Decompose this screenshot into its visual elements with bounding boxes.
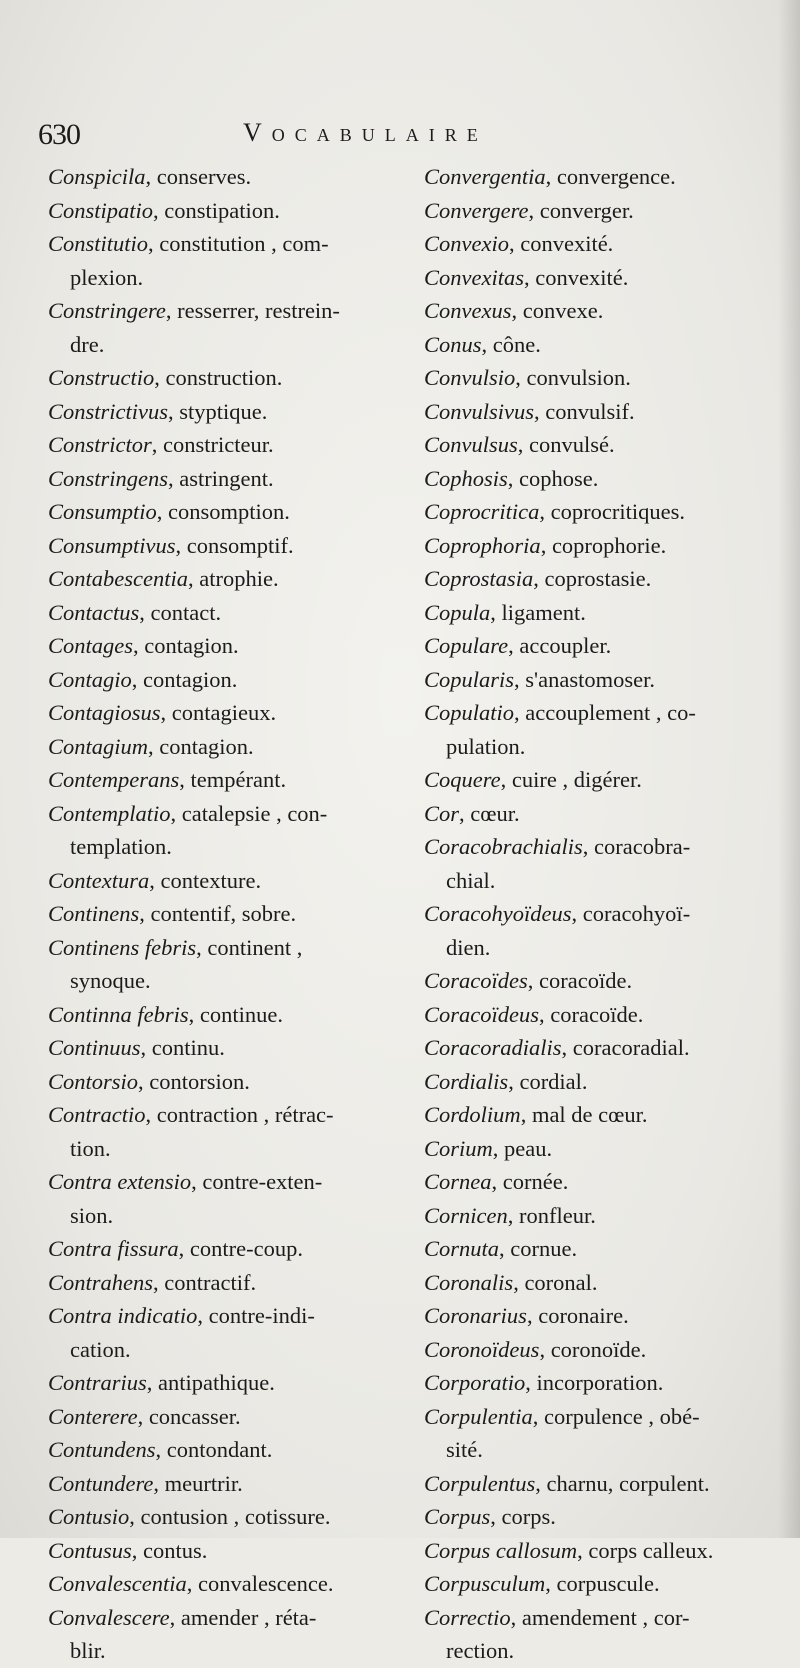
french-translation: , constitution , com-: [148, 231, 329, 256]
french-translation: cation.: [70, 1336, 131, 1362]
entry-continuation: [48, 1132, 408, 1166]
vocabulary-entry: [48, 1266, 408, 1300]
latin-term: Constringere: [48, 298, 166, 323]
vocabulary-entry: [424, 1199, 796, 1233]
french-translation: , incorporation.: [525, 1370, 664, 1395]
latin-term: Contra fissura: [48, 1236, 179, 1261]
french-translation: , coronoïde.: [539, 1336, 647, 1362]
latin-term: Coronoïdeus: [424, 1336, 540, 1362]
vocabulary-entry: [424, 797, 796, 831]
vocabulary-entry: [424, 1333, 796, 1367]
french-translation: , contexture.: [149, 867, 262, 893]
latin-term: Contagio: [48, 666, 132, 692]
vocabulary-entry: [48, 629, 408, 663]
latin-term: Coracohyoïdeus: [424, 901, 572, 926]
french-translation: , continent ,: [196, 934, 303, 960]
french-translation: , cornue.: [499, 1236, 578, 1261]
vocabulary-entry: [48, 529, 408, 563]
latin-term: Contusus: [48, 1537, 132, 1563]
latin-term: Constrictivus: [48, 398, 169, 424]
vocabulary-entry: [48, 1534, 408, 1568]
french-translation: , amender , réta-: [169, 1604, 317, 1630]
french-translation: , astringent.: [168, 465, 274, 491]
french-translation: , convexité.: [523, 264, 629, 290]
latin-term: Corpus callosum: [424, 1537, 578, 1563]
vocabulary-entry: [424, 361, 796, 395]
vocabulary-entry: [48, 1165, 408, 1199]
latin-term: Cornea: [424, 1169, 492, 1194]
vocabulary-entry: [48, 1433, 408, 1467]
entry-continuation: [424, 1634, 796, 1668]
vocabulary-entry: [424, 1534, 796, 1568]
entry-continuation: [48, 964, 408, 998]
vocabulary-entry: [424, 596, 796, 630]
french-translation: synoque.: [70, 968, 151, 993]
vocabulary-entry: [424, 1366, 796, 1400]
french-translation: , corps calleux.: [577, 1537, 714, 1563]
latin-term: Contemplatio: [48, 800, 171, 826]
vocabulary-entry: [424, 1031, 796, 1065]
entry-continuation: [48, 830, 408, 864]
vocabulary-entry: [48, 596, 408, 630]
vocabulary-entry: [48, 931, 408, 965]
vocabulary-entry: [424, 462, 796, 496]
latin-term: Copula: [424, 599, 491, 625]
french-translation: , contagion.: [133, 633, 239, 658]
french-translation: , tempérant.: [179, 767, 287, 792]
vocabulary-entry: [48, 495, 408, 529]
latin-term: Contextura: [48, 867, 150, 893]
vocabulary-entry: [48, 763, 408, 797]
french-translation: , amendement , cor-: [510, 1604, 690, 1630]
vocabulary-entry: [48, 897, 408, 931]
latin-term: Continuus: [48, 1035, 141, 1060]
vocabulary-entry: [48, 428, 408, 462]
latin-term: Constructio: [48, 365, 155, 390]
vocabulary-entry: [424, 1400, 796, 1434]
french-translation: , conserves.: [145, 164, 252, 189]
vocabulary-entry: [424, 294, 796, 328]
french-translation: , coracohyoï-: [571, 901, 691, 926]
latin-term: Coronarius: [424, 1303, 527, 1328]
latin-term: Contra extensio: [48, 1169, 192, 1194]
french-translation: , contact.: [139, 599, 222, 625]
vocabulary-entry: [48, 1098, 408, 1132]
vocabulary-entry: [424, 227, 796, 261]
vocabulary-entry: [424, 1065, 796, 1099]
latin-term: Contabescentia: [48, 566, 188, 591]
entry-continuation: [424, 864, 796, 898]
french-translation: , convalescence.: [186, 1571, 334, 1596]
vocabulary-entry: [424, 328, 796, 362]
latin-term: Convergentia: [424, 164, 546, 189]
latin-term: Convulsio: [424, 365, 516, 390]
vocabulary-entry: [424, 1467, 796, 1501]
entry-continuation: [48, 261, 408, 295]
french-translation: , corpulence , obé-: [532, 1403, 700, 1429]
french-translation: , convulsif.: [534, 398, 635, 424]
vocabulary-entry: [424, 1601, 796, 1635]
french-translation: , antipathique.: [146, 1370, 275, 1395]
latin-term: Convalescere: [48, 1604, 170, 1630]
latin-term: Consumptio: [48, 499, 157, 524]
french-translation: , accouplement , co-: [514, 700, 696, 725]
french-translation: , convulsé.: [517, 432, 615, 457]
latin-term: Copulare: [424, 633, 509, 658]
vocabulary-entry: [48, 730, 408, 764]
latin-term: Conterere: [48, 1403, 138, 1429]
french-translation: , coracoïde.: [527, 968, 633, 993]
latin-term: Constipatio: [48, 197, 154, 223]
vocabulary-entry: [424, 897, 796, 931]
vocabulary-entry: [48, 395, 408, 429]
french-translation: , mal de cœur.: [520, 1102, 648, 1127]
vocabulary-entry: [48, 160, 408, 194]
latin-term: Correctio: [424, 1604, 511, 1630]
french-translation: , continue.: [188, 1001, 283, 1027]
french-translation: rection.: [446, 1638, 515, 1663]
french-translation: , cornée.: [491, 1169, 569, 1194]
vocabulary-entry: [48, 1299, 408, 1333]
latin-term: Cornicen: [424, 1202, 508, 1228]
latin-term: Convalescentia: [48, 1571, 187, 1596]
latin-term: Coracoïdeus: [424, 1001, 539, 1027]
latin-term: Convulsus: [424, 432, 518, 457]
french-translation: , catalepsie , con-: [170, 800, 328, 826]
french-translation: , contraction , rétrac-: [145, 1102, 334, 1127]
vocabulary-entry: [424, 629, 796, 663]
french-translation: , coracobra-: [582, 834, 691, 859]
vocabulary-entry: [48, 663, 408, 697]
french-translation: pulation.: [446, 733, 526, 759]
french-translation: , cœur.: [459, 800, 520, 826]
vocabulary-entry: [424, 562, 796, 596]
vocabulary-entry: [48, 227, 408, 261]
french-translation: , cône.: [481, 331, 541, 357]
latin-term: Contrarius: [48, 1370, 147, 1395]
french-translation: , continu.: [140, 1035, 225, 1060]
latin-term: Coprocritica: [424, 499, 540, 524]
latin-term: Contractio: [48, 1102, 146, 1127]
latin-term: Conus: [424, 331, 482, 357]
french-translation: , ligament.: [490, 599, 586, 625]
vocabulary-entry: [424, 160, 796, 194]
french-translation: , consomptif.: [175, 532, 294, 558]
french-translation: blir.: [70, 1638, 106, 1663]
french-translation: , contusion , cotissure.: [129, 1504, 331, 1529]
french-translation: dre.: [70, 331, 105, 357]
latin-term: Continens: [48, 901, 140, 926]
latin-term: Cordialis: [424, 1068, 509, 1094]
vocabulary-entry: [424, 395, 796, 429]
page-number: 630: [38, 118, 80, 151]
latin-term: Coracoradialis: [424, 1035, 562, 1060]
vocabulary-entry: [424, 830, 796, 864]
latin-term: Contusio: [48, 1504, 130, 1529]
latin-term: Coquere: [424, 767, 501, 792]
latin-term: Convexio: [424, 231, 509, 256]
vocabulary-entry: [48, 1467, 408, 1501]
vocabulary-entry: [48, 1031, 408, 1065]
latin-term: Contactus: [48, 599, 140, 625]
french-translation: , contre-indi-: [197, 1303, 315, 1328]
vocabulary-entry: [424, 998, 796, 1032]
vocabulary-entry: [424, 763, 796, 797]
french-translation: , cuire , digérer.: [500, 767, 642, 792]
french-translation: , ronfleur.: [507, 1202, 596, 1228]
french-translation: , concasser.: [137, 1403, 241, 1429]
entry-continuation: [48, 328, 408, 362]
vocabulary-entry: [48, 361, 408, 395]
latin-term: Copulatio: [424, 700, 515, 725]
latin-term: Corporatio: [424, 1370, 526, 1395]
french-translation: , coronal.: [513, 1269, 598, 1295]
vocabulary-entry: [48, 1601, 408, 1635]
entry-continuation: [424, 730, 796, 764]
french-translation: , peau.: [492, 1135, 553, 1161]
french-translation: sion.: [70, 1202, 114, 1228]
vocabulary-entry: [48, 1400, 408, 1434]
french-translation: , convulsion.: [515, 365, 631, 390]
vocabulary-entry: [48, 797, 408, 831]
french-translation: , contre-exten-: [191, 1169, 323, 1194]
vocabulary-entry: [424, 428, 796, 462]
latin-term: Coracobrachialis: [424, 834, 583, 859]
latin-term: Coronalis: [424, 1269, 514, 1295]
entry-continuation: [424, 1433, 796, 1467]
french-translation: , corpuscule.: [545, 1571, 660, 1596]
vocabulary-entry: [48, 998, 408, 1032]
latin-term: Contundere: [48, 1470, 154, 1496]
french-translation: , charnu, corpulent.: [535, 1470, 710, 1496]
latin-term: Contrahens: [48, 1269, 154, 1295]
french-translation: , contorsion.: [138, 1068, 250, 1094]
french-translation: , convergence.: [545, 164, 676, 189]
french-translation: , cophose.: [507, 465, 599, 491]
latin-term: Contages: [48, 633, 134, 658]
latin-term: Coprostasia: [424, 566, 534, 591]
latin-term: Constrictor: [48, 432, 152, 457]
french-translation: , styptique.: [168, 398, 268, 424]
french-translation: , coprophorie.: [540, 532, 667, 558]
french-translation: , coracoïde.: [539, 1001, 644, 1027]
french-translation: , converger.: [528, 197, 634, 223]
vocabulary-entry: [48, 1500, 408, 1534]
french-translation: , contagion.: [131, 666, 238, 692]
french-translation: , cordial.: [508, 1068, 588, 1094]
french-translation: , accoupler.: [508, 633, 612, 658]
latin-term: Cor: [424, 800, 460, 826]
vocabulary-entry: [424, 696, 796, 730]
vocabulary-entry: [48, 696, 408, 730]
french-translation: , coprocritiques.: [539, 499, 686, 524]
french-translation: , coronaire.: [526, 1303, 629, 1328]
latin-term: Corpus: [424, 1504, 491, 1529]
latin-term: Constringens: [48, 465, 169, 491]
vocabulary-entry: [48, 1232, 408, 1266]
vocabulary-entry: [424, 495, 796, 529]
latin-term: Continens febris: [48, 934, 197, 960]
french-translation: , consomption.: [156, 499, 290, 524]
vocabulary-entry: [424, 1165, 796, 1199]
french-translation: , convexe.: [511, 298, 604, 323]
vocabulary-entry: [424, 261, 796, 295]
running-title: Vocabulaire: [243, 118, 488, 147]
latin-term: Cordolium: [424, 1102, 521, 1127]
vocabulary-entry: [48, 194, 408, 228]
latin-term: Corpusculum: [424, 1571, 546, 1596]
french-translation: , contagieux.: [160, 700, 277, 725]
entry-continuation: [48, 1333, 408, 1367]
entry-continuation: [48, 1199, 408, 1233]
vocabulary-entry: [48, 462, 408, 496]
french-translation: tion.: [70, 1135, 111, 1161]
latin-term: Contundens: [48, 1437, 156, 1462]
vocabulary-entry: [424, 1098, 796, 1132]
french-translation: , s'anastomoser.: [514, 666, 655, 692]
french-translation: , contagion.: [148, 733, 254, 759]
latin-term: Constitutio: [48, 231, 149, 256]
french-translation: chial.: [446, 867, 496, 893]
french-translation: , resserrer, restrein-: [165, 298, 340, 323]
latin-term: Copularis: [424, 666, 515, 692]
french-translation: , contondant.: [155, 1437, 273, 1462]
vocabulary-entry: [48, 1567, 408, 1601]
latin-term: Corpulentia: [424, 1403, 533, 1429]
latin-term: Corpulentus: [424, 1470, 536, 1496]
latin-term: Coracoïdes: [424, 968, 528, 993]
latin-term: Continna febris: [48, 1001, 189, 1027]
french-translation: , contus.: [131, 1537, 208, 1563]
french-translation: templation.: [70, 834, 172, 859]
vocabulary-entry: [424, 964, 796, 998]
vocabulary-entry: [424, 1299, 796, 1333]
latin-term: Conspicila: [48, 164, 146, 189]
latin-term: Coprophoria: [424, 532, 541, 558]
page-header: [38, 112, 738, 152]
vocabulary-entry: [48, 562, 408, 596]
vocabulary-entry: [48, 294, 408, 328]
french-translation: sité.: [446, 1437, 483, 1462]
vocabulary-entry: [424, 1266, 796, 1300]
latin-term: Convexitas: [424, 264, 524, 290]
vocabulary-entry: [48, 1065, 408, 1099]
french-translation: plexion.: [70, 264, 144, 290]
french-translation: , contentif, sobre.: [139, 901, 297, 926]
vocabulary-entry: [424, 663, 796, 697]
latin-term: Corium: [424, 1135, 493, 1161]
latin-term: Cophosis: [424, 465, 508, 491]
french-translation: , contractif.: [153, 1269, 257, 1295]
latin-term: Consumptivus: [48, 532, 176, 558]
vocabulary-entry: [424, 1132, 796, 1166]
latin-term: Convergere: [424, 197, 529, 223]
entry-continuation: [424, 931, 796, 965]
french-translation: , construction.: [154, 365, 283, 390]
latin-term: Contemperans: [48, 767, 180, 792]
french-translation: , corps.: [490, 1504, 556, 1529]
french-translation: , convexité.: [508, 231, 614, 256]
left-column: [48, 160, 408, 1668]
french-translation: , constricteur.: [151, 432, 274, 457]
french-translation: dien.: [446, 934, 491, 960]
latin-term: Convexus: [424, 298, 512, 323]
vocabulary-entry: [48, 864, 408, 898]
entry-continuation: [48, 1634, 408, 1668]
latin-term: Contagiosus: [48, 700, 161, 725]
vocabulary-entry: [48, 1366, 408, 1400]
right-column: [424, 160, 796, 1668]
french-translation: , coprostasie.: [533, 566, 652, 591]
latin-term: Convulsivus: [424, 398, 534, 424]
latin-term: Cornuta: [424, 1236, 500, 1261]
vocabulary-entry: [424, 529, 796, 563]
latin-term: Contorsio: [48, 1068, 139, 1094]
french-translation: , constipation.: [153, 197, 280, 223]
latin-term: Contagium: [48, 733, 149, 759]
french-translation: , meurtrir.: [153, 1470, 243, 1496]
latin-term: Contra indicatio: [48, 1303, 198, 1328]
vocabulary-entry: [424, 1500, 796, 1534]
vocabulary-entry: [424, 1567, 796, 1601]
vocabulary-entry: [424, 194, 796, 228]
french-translation: , atrophie.: [187, 566, 279, 591]
vocabulary-entry: [424, 1232, 796, 1266]
french-translation: , coracoradial.: [561, 1035, 690, 1060]
french-translation: , contre-coup.: [178, 1236, 303, 1261]
